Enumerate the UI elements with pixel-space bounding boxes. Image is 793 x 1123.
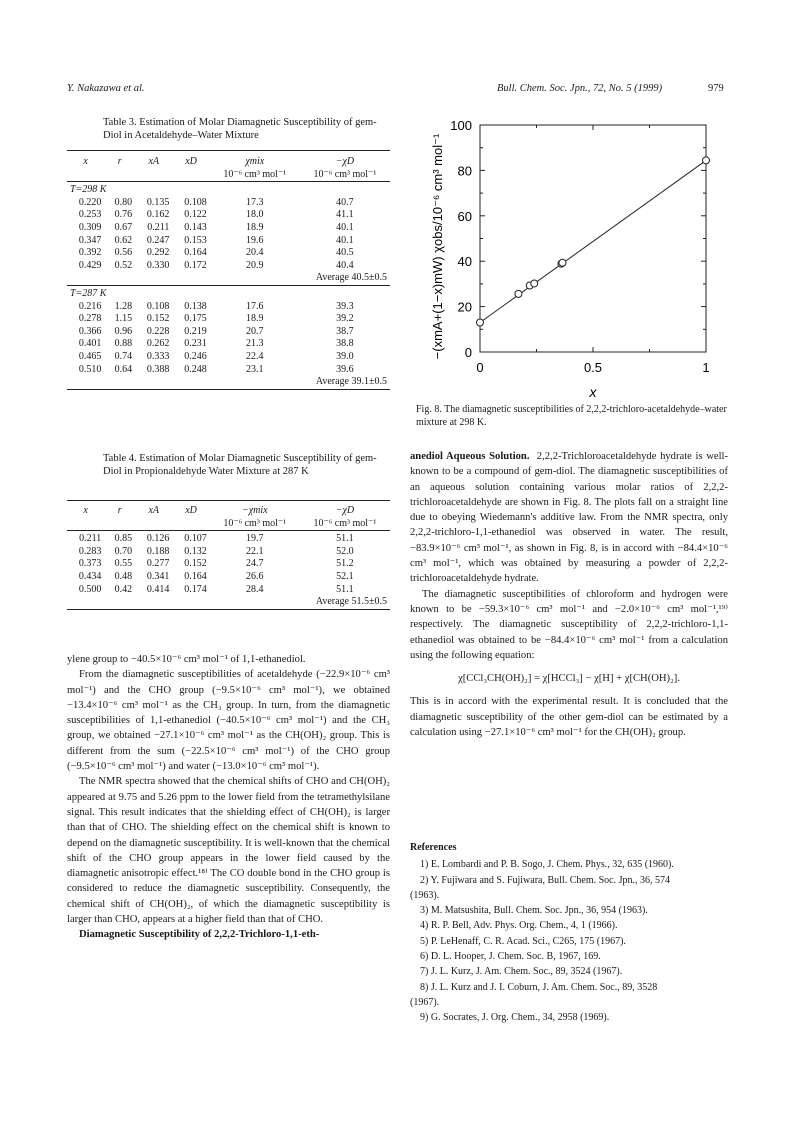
left-paragraph-2: From the diamagnetic susceptibilities of acetaldehyde (−22.9×10⁻⁶ cm³ mol⁻¹) and the CHO group (−9.5×10⁻⁶ cm³ mol⁻¹), we obtained −13.4×10⁻⁶ cm³ mol⁻¹ as the CH₃ group. In turn, from the diamagnetic susceptibilities of 1,1-ethanediol (−40.5×10⁻⁶ cm³ mol⁻¹) and the CH₃ group, we obtained −27.1×10⁻⁶ cm³ mol⁻¹ as the CH(OH)₂ group. This is different from the sum (−22.5×10⁻⁶ cm³ mol⁻¹) of the CHO group (−9.5×10⁻⁶ cm³ mol⁻¹) and water (−13.0×10⁻⁶ cm³ mol⁻¹). [67, 669, 390, 773]
t3-row [67, 326, 390, 339]
t4-cell: 0.174 [184, 583, 207, 595]
t4-cell: 0.277 [146, 558, 170, 570]
table4-caption-text: Estimation of Molar Diamagnetic Susceptibility of gem-Diol in Propionaldehyde Water Mixture at 287 K [103, 453, 377, 477]
page-number: 979 [708, 83, 724, 94]
t4-row [67, 558, 390, 571]
t4-row [67, 571, 390, 584]
data-point [703, 157, 710, 164]
t3-head-chimix: χmix [245, 156, 265, 167]
t3-cell: 0.52 [114, 259, 133, 271]
t4-head-xD: xD [185, 505, 197, 516]
reference-item: 6) D. L. Hooper, J. Chem. Soc. B, 1967, 169. [420, 951, 601, 963]
t4-cell: 51.1 [336, 533, 354, 545]
table3-caption [103, 116, 393, 142]
t3-cell: 17.6 [246, 300, 264, 312]
t4-row [67, 546, 390, 559]
y-tick-label: 80 [457, 163, 472, 179]
t4-cell: 0.434 [78, 570, 102, 582]
t3-cell: 0.292 [146, 247, 170, 259]
t3-unit-chimix: 10⁻⁶ cm³ mol⁻¹ [223, 168, 287, 180]
t3-row [67, 197, 390, 210]
table3-caption-text: Estimation of Molar Diamagnetic Susceptibility of gem-Diol in Acetaldehyde–Water Mixture [103, 117, 377, 141]
y-tick-label: 20 [457, 299, 472, 315]
figure-8-chart [412, 108, 730, 404]
t3-head-x: x [83, 156, 88, 167]
t4-cell: 0.283 [78, 545, 102, 557]
t3-cell: 0.429 [78, 259, 102, 271]
t4-cell: 52.1 [336, 570, 354, 582]
t3-cell: 0.231 [184, 338, 207, 350]
t3-cell: 0.135 [146, 196, 170, 208]
t3-cell: 38.7 [336, 325, 354, 337]
t3-group-label: T=298 K [70, 184, 107, 196]
t4-cell: 51.2 [336, 558, 354, 570]
t4-cell: 0.70 [114, 545, 133, 557]
t3-cell: 0.211 [147, 221, 170, 233]
reference-item: 3) M. Matsushita, Bull. Chem. Soc. Jpn., 36, 954 (1963). [420, 905, 648, 917]
t3-cell: 22.4 [246, 350, 264, 362]
left-paragraph-1: ylene group to −40.5×10⁻⁶ cm³ mol⁻¹ of 1,1-ethanediol. [67, 654, 306, 665]
t3-cell: 0.162 [146, 209, 170, 221]
t4-head-chimix: −χmix [241, 505, 268, 516]
t3-cell: 0.62 [114, 234, 133, 246]
t3-cell: 0.401 [78, 338, 102, 350]
t3-cell: 18.9 [246, 313, 264, 325]
t3-cell: 0.278 [78, 313, 102, 325]
t3-cell: 0.366 [78, 325, 102, 337]
reference-item: 5) P. LeHenaff, C. R. Acad. Sci., C265, 175 (1967). [420, 935, 626, 947]
data-point [531, 280, 538, 287]
x-axis-label: x [589, 384, 597, 400]
left-paragraph-3: The NMR spectra showed that the chemical shifts of CHO and CH(OH)₂ appeared at 9.75 and 5.26 ppm to the lower field from the tetramethylsilane signal. This result indicates that the shielding effect of CH(OH)₂ is larger than that of CHO. The shielding effect on the chemical shift is known to depend on the diamagnetic susceptibility. It is well-known that the chemical shift of the CHO group appears in the lower field caused by the diamagnetic anisotropic effect.¹⁸⁾ The CO double bond in the CHO group is considered to reduce the diamagnetic susceptibility. Consequently, the chemical shift of CH(OH)₂, of which the diamagnetic susceptibility is larger than CHO, appears at a higher field than that of CHO. [67, 776, 390, 926]
t4-head-x: x [83, 505, 88, 516]
t4-cell: 0.48 [114, 570, 133, 582]
t3-cell: 0.175 [184, 313, 207, 325]
reference-item: (1963). [410, 889, 440, 901]
t3-cell: 40.4 [336, 259, 354, 271]
t3-cell: 0.76 [114, 209, 133, 221]
t3-cell: 1.15 [114, 313, 133, 325]
t3-cell: 18.0 [246, 209, 264, 221]
t3-cell: 0.56 [114, 247, 133, 259]
y-tick-label: 40 [457, 254, 472, 270]
t4-cell: 0.500 [78, 583, 102, 595]
t3-row [67, 222, 390, 235]
t4-row [67, 533, 390, 546]
x-tick-label: 0.5 [583, 360, 603, 375]
running-header-authors: Y. Nakazawa et al. [67, 83, 145, 94]
t3-cell: 20.4 [246, 247, 264, 259]
t4-average: Average 51.5±0.5 [315, 596, 387, 608]
table3-caption-label: Table 3. [103, 117, 137, 128]
data-point [477, 319, 484, 326]
t3-row [67, 364, 390, 377]
y-axis-label: −(xmA+(1−x)mW) χobs/10⁻⁶ cm³ mol⁻¹ [430, 133, 445, 360]
t3-row [67, 235, 390, 248]
right-column-text [410, 449, 728, 740]
data-point [559, 259, 566, 266]
t3-average: Average 40.5±0.5 [315, 272, 387, 284]
t4-cell: 52.0 [336, 545, 354, 557]
t4-cell: 0.132 [184, 545, 207, 557]
t3-cell: 20.9 [246, 259, 264, 271]
t4-cell: 0.55 [114, 558, 133, 570]
t3-cell: 0.153 [184, 234, 207, 246]
t3-cell: 0.219 [184, 325, 207, 337]
table4 [67, 505, 390, 612]
t4-unit-chimix: 10⁻⁶ cm³ mol⁻¹ [223, 517, 287, 529]
t3-cell: 0.392 [78, 247, 102, 259]
plot-frame [480, 125, 706, 352]
t4-cell: 0.341 [146, 570, 170, 582]
references [410, 840, 728, 1026]
t3-row [67, 351, 390, 364]
t4-bottom-rule [67, 609, 390, 612]
t3-cell: 0.330 [146, 259, 170, 271]
t3-cell: 20.7 [246, 325, 264, 337]
t3-cell: 0.172 [184, 259, 207, 271]
t4-row [67, 584, 390, 597]
t3-cell: 0.216 [78, 300, 102, 312]
figure-8-caption: Fig. 8. The diamagnetic susceptibilities of 2,2,2-trichloro-acetaldehyde–water mixture at 298 K. [416, 404, 727, 428]
right-paragraph-2: The diamagnetic susceptibilities of chloroform and hydrogen were known to be −59.3×10⁻⁶ cm³ mol⁻¹ and −2.0×10⁻⁶ cm³ mol⁻¹,¹⁹⁾ respectively. The diamagnetic susceptibility of 2,2,2-trichloro-1,1-ethanediol was obtained to be −84.4×10⁻⁶ cm³ mol⁻¹ from a calculation using the following equation: [410, 588, 728, 661]
x-tick-label: 1 [702, 360, 710, 375]
t3-cell: 0.143 [184, 221, 207, 233]
t3-cell: 1.28 [114, 300, 133, 312]
table4-caption [103, 452, 393, 478]
t3-cell: 0.64 [114, 363, 133, 375]
t3-cell: 39.6 [336, 363, 354, 375]
t3-cell: 17.3 [246, 196, 264, 208]
t3-head-r: r [117, 156, 122, 167]
t3-row [67, 209, 390, 222]
t3-cell: 40.1 [336, 221, 354, 233]
t4-cell: 51.1 [336, 583, 354, 595]
reference-item: (1967). [410, 996, 440, 1008]
section-heading-cont: anediol Aqueous Solution. [410, 451, 530, 462]
t4-cell: 24.7 [246, 558, 264, 570]
t3-head-xD: xD [185, 156, 197, 167]
t3-cell: 39.3 [336, 300, 354, 312]
t3-average: Average 39.1±0.5 [315, 376, 387, 388]
t4-unit-chiD: 10⁻⁶ cm³ mol⁻¹ [313, 517, 377, 529]
t4-cell: 0.188 [146, 545, 170, 557]
t3-bottom-rule [67, 389, 390, 392]
reference-item: 8) J. L. Kurz and J. I. Coburn, J. Am. Chem. Soc., 89, 3528 [420, 981, 658, 993]
t3-cell: 0.347 [78, 234, 102, 246]
right-paragraph-1: anediol Aqueous Solution. 2,2,2-Trichloroacetaldehyde hydrate is well-known to be a compound of gem-diol. The diamagnetic susceptibilities of an aqueous solution containing various molar ratios of 2,2,2-trichloroacetaldehyde are shown in Fig. 8. The plots fall on a straight line due to obeying Wiedemann's additive law. From the NMR spectra, only 2,2,2-trichloro-1,1-ethanediol was observed in water. The result, −83.9×10⁻⁶ cm³ mol⁻¹, as shown in Fig. 8, is in accord with −84.4×10⁻⁶ cm³ mol⁻¹, which was obtained by measuring a powder of 2,2,2-trichloroacetaldehyde hydrate. [410, 451, 728, 585]
t3-cell: 0.247 [146, 234, 170, 246]
t3-row [67, 247, 390, 260]
t4-cell: 22.1 [246, 545, 264, 557]
t3-head-xA: xA [148, 156, 159, 167]
t3-cell: 0.333 [146, 350, 170, 362]
t3-cell: 41.1 [336, 209, 354, 221]
t4-cell: 0.85 [114, 533, 133, 545]
t3-cell: 0.164 [184, 247, 207, 259]
t3-cell: 0.96 [114, 325, 133, 337]
t4-cell: 0.107 [184, 533, 207, 545]
t3-cell: 21.3 [246, 338, 264, 350]
reference-item: 1) E. Lombardi and P. B. Sogo, J. Chem. Phys., 32, 635 (1960). [420, 859, 674, 871]
reference-item: 4) R. P. Bell, Adv. Phys. Org. Chem., 4, 1 (1966). [420, 920, 618, 932]
t3-cell: 40.7 [336, 196, 354, 208]
t3-cell: 38.8 [336, 338, 354, 350]
t3-cell: 0.246 [184, 350, 207, 362]
t3-row [67, 301, 390, 314]
t4-cell: 0.211 [79, 533, 102, 545]
fit-line [480, 160, 706, 322]
reference-item: 7) J. L. Kurz, J. Am. Chem. Soc., 89, 3524 (1967). [420, 966, 623, 978]
table4-top-rule [67, 500, 390, 501]
t3-cell: 0.248 [184, 363, 207, 375]
t3-cell: 0.108 [146, 300, 170, 312]
t4-cell: 0.164 [184, 570, 207, 582]
t3-group-label: T=287 K [70, 287, 107, 299]
references-title: References [410, 842, 457, 853]
y-tick-label: 60 [457, 208, 472, 224]
t4-cell: 0.414 [146, 583, 170, 595]
t3-cell: 40.5 [336, 247, 354, 259]
t3-cell: 0.309 [78, 221, 102, 233]
reference-item: 2) Y. Fujiwara and S. Fujiwara, Bull. Chem. Soc. Jpn., 36, 574 [420, 874, 670, 886]
data-point [515, 290, 522, 297]
t4-cell: 28.4 [246, 583, 264, 595]
right-paragraph-3: This is in accord with the experimental result. It is concluded that the diamagnetic susceptibility of the other gem-diol can be estimated by a calculation using −27.1×10⁻⁶ cm³ mol⁻¹ for the CH(OH)₂ group. [410, 696, 728, 739]
t3-cell: 0.67 [114, 221, 133, 233]
t4-cell: 19.7 [246, 533, 264, 545]
t3-cell: 0.220 [78, 196, 102, 208]
t3-cell: 0.465 [78, 350, 102, 362]
t3-row [67, 313, 390, 326]
t3-cell: 39.0 [336, 350, 354, 362]
reference-item: 9) G. Socrates, J. Org. Chem., 34, 2958 (1969). [420, 1012, 610, 1024]
t3-cell: 0.138 [184, 300, 207, 312]
t3-row [67, 338, 390, 351]
t3-cell: 40.1 [336, 234, 354, 246]
t3-cell: 0.262 [146, 338, 170, 350]
running-header-journal: Bull. Chem. Soc. Jpn., 72, No. 5 (1999) [497, 83, 663, 94]
t3-cell: 0.108 [184, 196, 207, 208]
t3-unit-chiD: 10⁻⁶ cm³ mol⁻¹ [313, 168, 377, 180]
t4-cell: 0.152 [184, 558, 207, 570]
table3-top-rule [67, 150, 390, 151]
t3-cell: 0.388 [146, 363, 170, 375]
t3-cell: 18.9 [246, 221, 264, 233]
t3-cell: 0.88 [114, 338, 133, 350]
t3-head-chiD: −χD [335, 156, 355, 167]
t3-cell: 0.228 [146, 325, 170, 337]
t4-head-r: r [117, 505, 122, 516]
t4-head-xA: xA [148, 505, 159, 516]
t3-cell: 23.1 [246, 363, 264, 375]
section-heading: Diamagnetic Susceptibility of 2,2,2-Trichloro-1,1-eth- [79, 929, 320, 941]
t4-cell: 0.126 [146, 533, 170, 545]
t3-cell: 0.253 [78, 209, 102, 221]
t3-cell: 0.122 [184, 209, 207, 221]
t3-cell: 0.152 [146, 313, 170, 325]
t4-cell: 0.42 [114, 583, 133, 595]
equation: χ[CCl₃CH(OH)₂] = χ[HCCl₃] − χ[H] + χ[CH(OH)₂]. [458, 673, 680, 685]
t3-cell: 0.80 [114, 196, 133, 208]
y-tick-label: 100 [450, 118, 472, 133]
left-column-text [67, 652, 390, 943]
t3-cell: 39.2 [336, 313, 354, 325]
t4-cell: 26.6 [246, 570, 264, 582]
y-tick-label: 0 [464, 345, 472, 360]
t3-cell: 19.6 [246, 234, 264, 246]
x-tick-label: 0 [476, 360, 484, 375]
table4-caption-label: Table 4. [103, 453, 137, 464]
t3-row [67, 260, 390, 273]
t4-cell: 0.373 [78, 558, 102, 570]
t3-cell: 0.74 [114, 350, 133, 362]
t3-cell: 0.510 [78, 363, 102, 375]
table3 [67, 156, 390, 392]
t4-head-chiD: −χD [335, 505, 355, 516]
